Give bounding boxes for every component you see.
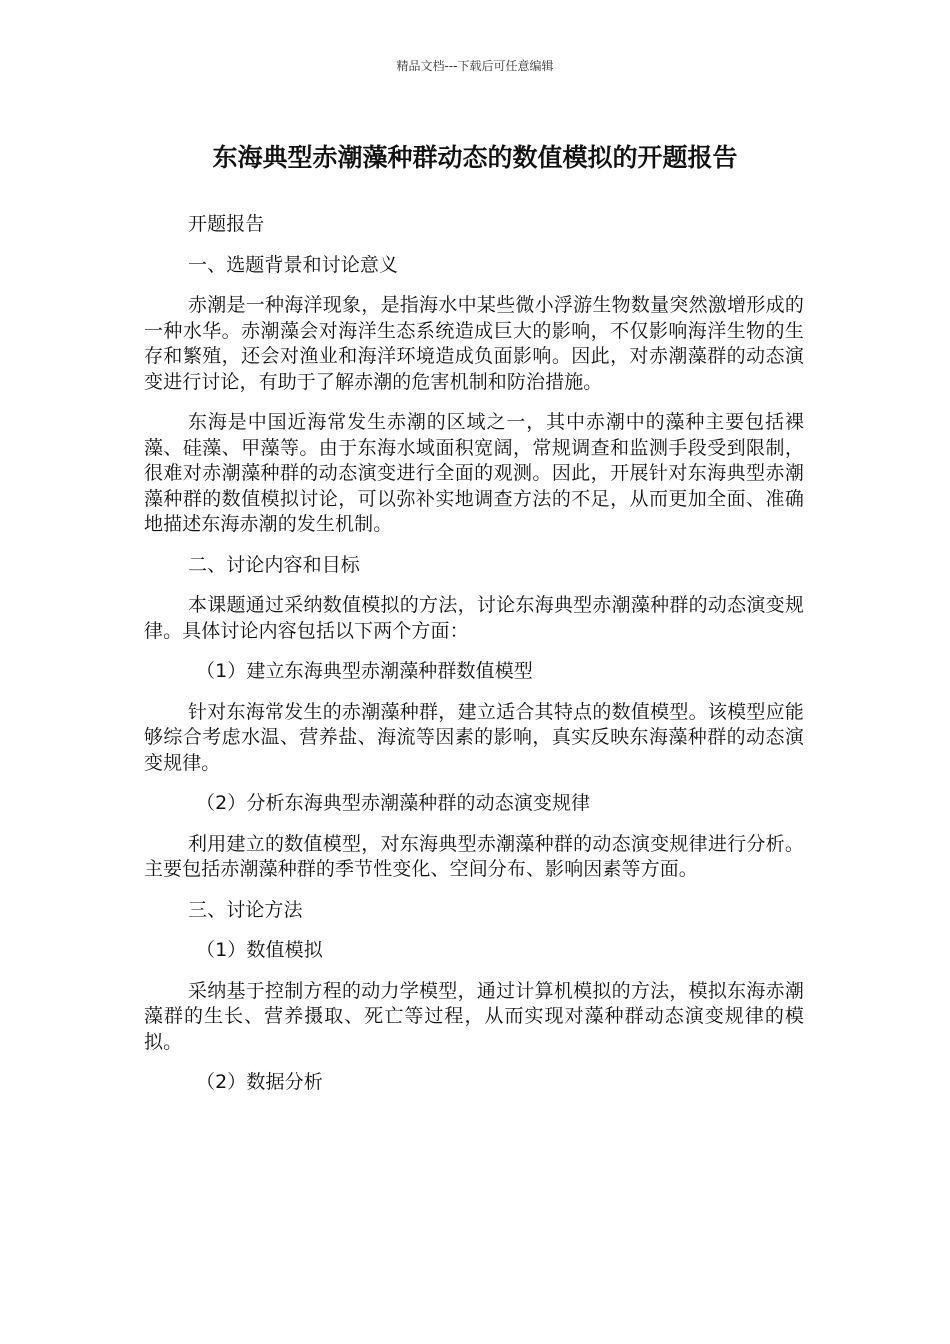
document-title: 东海典型赤潮藻种群动态的数值模拟的开题报告 <box>212 143 738 172</box>
paragraph-east-china-sea: 东海是中国近海常发生赤潮的区域之一，其中赤潮中的藻种主要包括裸藻、硅藻、甲藻等。由于东海水域面积宽阔，常规调查和监测手段受到限制，很难对赤潮藻种群的动态演变进行全面的观测。因此，开展针对东海典型赤潮藻种群的数值模拟讨论，可以弥补实地调查方法的不足，从而更加全面、准确地描述东海赤潮的发生机制。 <box>144 411 804 535</box>
paragraph-analyze-dynamics: 利用建立的数值模型，对东海典型赤潮藻种群的动态演变规律进行分析。主要包括赤潮藻种群的季节性变化、空间分布、影响因素等方面。 <box>144 832 804 880</box>
section-label-report: 开题报告 <box>188 213 265 235</box>
subheading-data-analysis: （2）数据分析 <box>196 1071 323 1093</box>
paragraph-red-tide-intro: 赤潮是一种海洋现象，是指海水中某些微小浮游生物数量突然激增形成的一种水华。赤潮藻会对海洋生态系统造成巨大的影响，不仅影响海洋生物的生存和繁殖，还会对渔业和海洋环境造成负面影响。因此，对赤潮藻群的动态演变进行讨论，有助于了解赤潮的危害机制和防治措施。 <box>144 294 804 393</box>
paragraph-research-content: 本课题通过采纳数值模拟的方法，讨论东海典型赤潮藻种群的动态演变规律。具体讨论内容包括以下两个方面： <box>144 594 804 642</box>
paragraph-build-model: 针对东海常发生的赤潮藻种群，建立适合其特点的数值模型。该模型应能够综合考虑水温、营养盐、海流等因素的影响，真实反映东海藻种群的动态演变规律。 <box>144 700 804 774</box>
section-heading-background: 一、选题背景和讨论意义 <box>188 253 399 276</box>
document-body <box>144 212 804 1111</box>
subheading-build-model: （1）建立东海典型赤潮藻种群数值模型 <box>196 660 533 682</box>
section-heading-methods: 三、讨论方法 <box>188 898 303 921</box>
section-heading-content-goals: 二、讨论内容和目标 <box>188 553 360 576</box>
header-note: 精品文档---下载后可任意编辑 <box>396 59 554 73</box>
subheading-numerical-simulation: （1）数值模拟 <box>196 939 323 961</box>
subheading-analyze-dynamics: （2）分析东海典型赤潮藻种群的动态演变规律 <box>196 792 591 814</box>
paragraph-numerical-simulation: 采纳基于控制方程的动力学模型，通过计算机模拟的方法，模拟东海赤潮藻群的生长、营养摄取、死亡等过程，从而实现对藻种群动态演变规律的模拟。 <box>144 979 804 1053</box>
